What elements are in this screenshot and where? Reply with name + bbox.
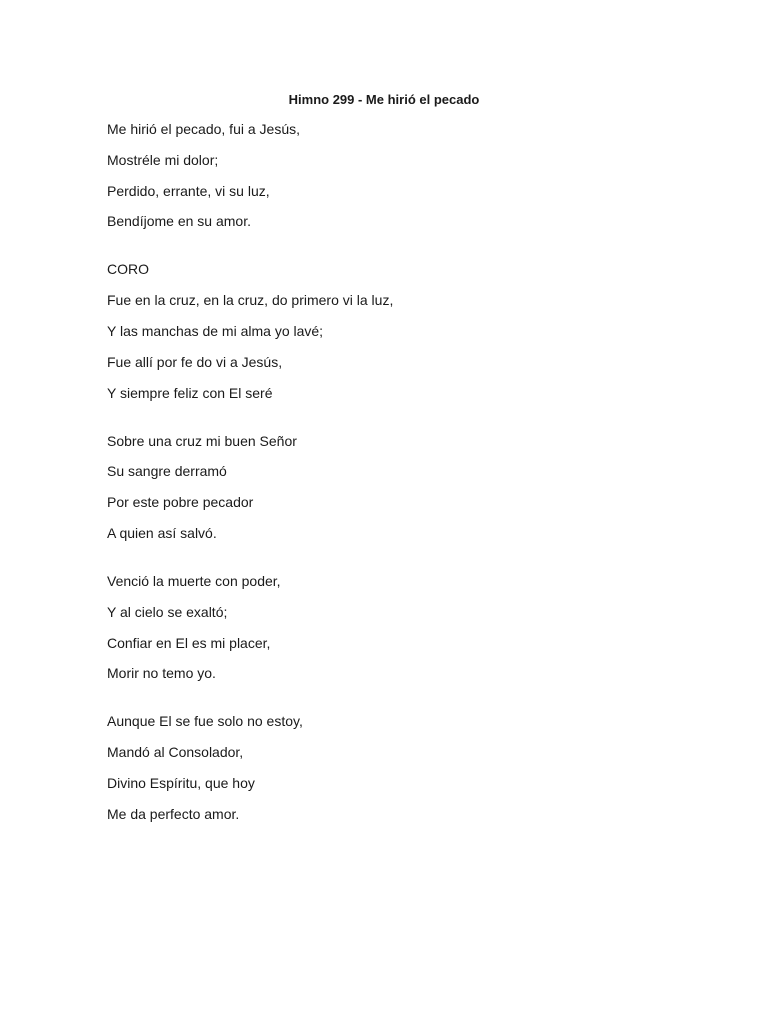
lyric-line: Por este pobre pecador [107, 494, 254, 511]
lyric-line: Confiar en El es mi placer, [107, 634, 271, 651]
lyric-line: Fue allí por fe do vi a Jesús, [107, 353, 283, 370]
chorus-heading: CORO [107, 261, 149, 278]
chorus [107, 260, 707, 401]
stanza-4 [107, 712, 707, 822]
hymn-body [107, 120, 707, 853]
lyric-line: Y al cielo se exaltó; [107, 603, 228, 620]
lyric-line: Me da perfecto amor. [107, 805, 240, 822]
lyric-line: Perdido, errante, vi su luz, [107, 182, 270, 199]
lyric-line: Mandó al Consolador, [107, 744, 244, 761]
lyric-line: Aunque El se fue solo no estoy, [107, 713, 303, 730]
hymn-title: Himno 299 - Me hirió el pecado [288, 92, 480, 107]
lyric-line: Divino Espíritu, que hoy [107, 774, 255, 791]
lyric-line: Mostréle mi dolor; [107, 151, 219, 168]
lyric-line: Sobre una cruz mi buen Señor [107, 432, 297, 449]
lyric-line: Venció la muerte con poder, [107, 572, 281, 589]
lyric-line: Me hirió el pecado, fui a Jesús, [107, 121, 300, 137]
lyric-line: A quien así salvó. [107, 524, 217, 541]
lyric-line: Morir no temo yo. [107, 665, 216, 682]
stanza-1 [107, 120, 707, 230]
lyric-line: Su sangre derramó [107, 463, 227, 480]
lyric-line: Bendíjome en su amor. [107, 213, 251, 230]
stanza-3 [107, 572, 707, 682]
stanza-2 [107, 432, 707, 542]
lyric-line: Y las manchas de mi alma yo lavé; [107, 322, 324, 339]
lyric-line: Fue en la cruz, en la cruz, do primero vi la luz, [107, 292, 394, 309]
lyric-line: Y siempre feliz con El seré [107, 384, 273, 401]
